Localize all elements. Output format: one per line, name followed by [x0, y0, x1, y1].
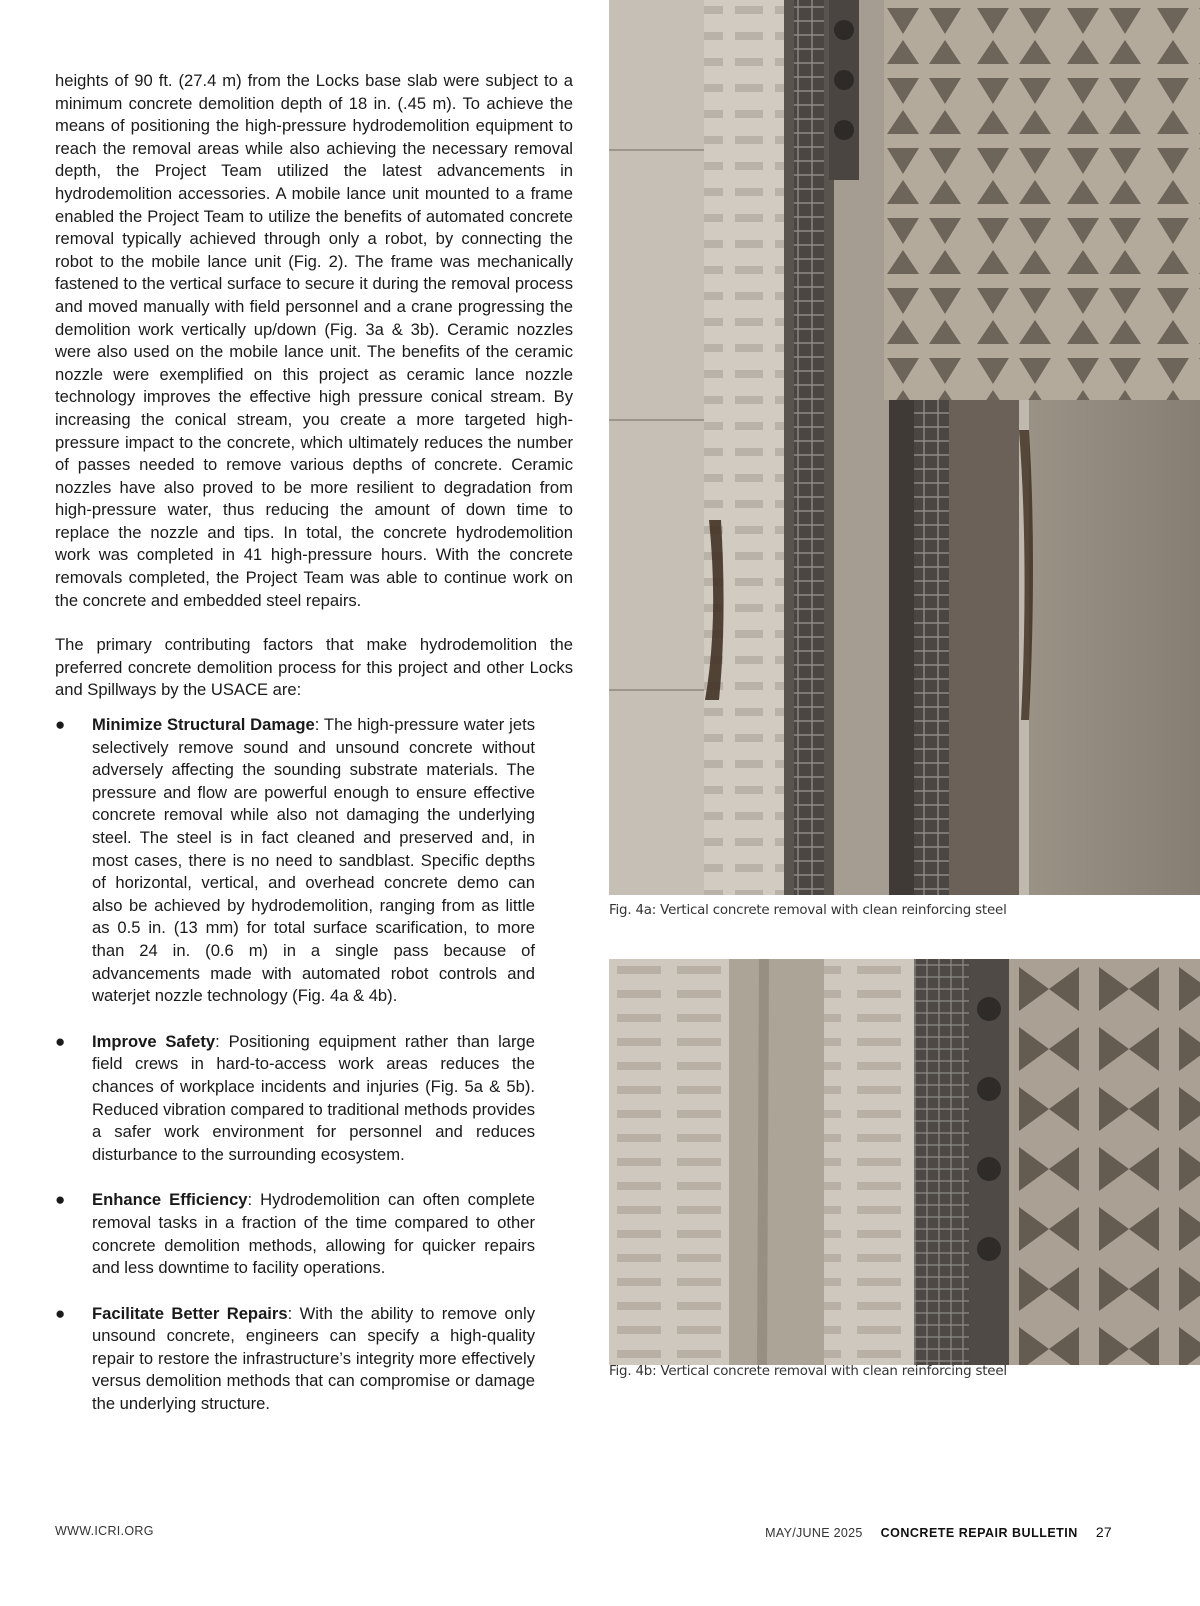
list-item-text: : With the ability to remove only unsound concrete, engineers can specify a high-quality repair to restore the infrastructure’s integrity more effectively versus demolition methods that can compromise or damage the underlying structure. — [92, 1303, 535, 1414]
factors-list — [55, 714, 535, 1416]
list-item-text: : Positioning equipment rather than large field crews in hard-to-access work areas reduces the chances of workplace incidents and injuries (Fig. 5a & 5b). Reduced vibration compared to traditional methods provides a safer work environment for personnel and reduces disturbance to the surrounding ecosystem. — [92, 1031, 536, 1164]
figure-4a-photo — [609, 0, 1200, 895]
footer-publication-info — [765, 1524, 1112, 1540]
concrete-wall-photo-4b — [609, 959, 1200, 1365]
bullet-icon: ● — [55, 1031, 66, 1051]
concrete-wall-photo-4a — [609, 0, 1200, 895]
gate-slab — [1029, 400, 1200, 895]
footer-publication-name: CONCRETE REPAIR BULLETIN — [880, 1526, 1078, 1540]
list-item-title: Improve Safety — [92, 1031, 216, 1051]
body-paragraph-1: heights of 90 ft. (27.4 m) from the Locks base slab were subject to a minimum concrete demolition depth of 18 in. (.45 m). To achieve the means of positioning the high-pressure hydrodemolition equipment to reach the removal areas while also achieving the necessary removal depth, the Project Team utilized the latest advancements in hydrodemolition accessories. A mobile lance unit mounted to a frame enabled the Project Team to utilize the benefits of automated concrete removal typically achieved through only a robot, by connecting the robot to the mobile lance unit (Fig. 2). The frame was mechanically fastened to the vertical surface to secure it during the removal process and moved manually with field personnel and a crane progressing the demolition work vertically up/down (Fig. 3a & 3b). Ceramic nozzles were also used on the mobile lance unit. The benefits of the ceramic nozzle were exemplified on this project as ceramic lance nozzle technology improves the effective high pressure conical stream. By increasing the conical stream, you create a more targeted high-pressure impact to the concrete, which ultimately reduces the number of passes needed to remove various depths of concrete. Ceramic nozzles have also proved to be more resilient to degradation from high-pressure water, thus reducing the amount of down time to replace the nozzle and tips. In total, the concrete hydrodemolition work was completed in 41 high-pressure hours. With the concrete removals completed, the Project Team was able to continue work on the concrete and embedded steel repairs. — [55, 71, 573, 610]
bullet-icon: ● — [55, 1190, 66, 1210]
ribbed-column — [704, 0, 784, 895]
list-item-title: Enhance Efficiency — [92, 1190, 248, 1210]
bullet-icon: ● — [55, 1303, 66, 1323]
list-item-title: Facilitate Better Repairs — [92, 1303, 288, 1323]
footer-website: WWW.ICRI.ORG — [55, 1524, 154, 1538]
gate-lattice — [1009, 959, 1200, 1365]
body-paragraph-2: The primary contributing factors that make hydrodemolition the preferred concrete demolition process for this project and other Locks and Spillways by the USACE are: — [55, 635, 573, 700]
ribbed-column — [609, 959, 729, 1365]
list-item — [55, 1189, 535, 1279]
footer-issue: MAY/JUNE 2025 — [765, 1526, 863, 1540]
figure-4a-caption: Fig. 4a: Vertical concrete removal with clean reinforcing steel — [609, 903, 1007, 918]
bullet-icon: ● — [55, 715, 66, 735]
article-body — [55, 70, 573, 1439]
exposed-rebar — [794, 0, 824, 895]
figure-4b-photo — [609, 959, 1200, 1365]
list-item-text: : Hydrodemolition can often complete removal tasks in a fraction of the time compared to other concrete demolition methods, allowing for quicker repairs and less downtime to facility operations. — [92, 1190, 535, 1278]
page-number: 27 — [1095, 1524, 1112, 1540]
list-item — [55, 714, 535, 1008]
gate-lattice — [884, 0, 1200, 400]
list-item-text: : The high-pressure water jets selectively remove sound and unsound concrete without adversely affecting the sounding substrate materials. The pressure and flow are powerful enough to ensure effective concrete removal while also not damaging the underlying steel. The steel is in fact cleaned and preserved and, in most cases, there is no need to sandblast. Specific depths of horizontal, vertical, and overhead concrete demo can also be achieved by hydrodemolition, ranging from as little as 0.5 in. (13 mm) for total surface scarification, to more than 24 in. (0.6 m) in a single pass because of advancements made with automated robot controls and waterjet nozzle technology (Fig. 4a & 4b). — [92, 715, 535, 1006]
list-item — [55, 1031, 535, 1167]
list-item-title: Minimize Structural Damage — [92, 715, 315, 735]
figure-4b-caption: Fig. 4b: Vertical concrete removal with clean reinforcing steel — [609, 1364, 1007, 1379]
exposed-rebar — [914, 959, 969, 1365]
list-item — [55, 1303, 535, 1416]
